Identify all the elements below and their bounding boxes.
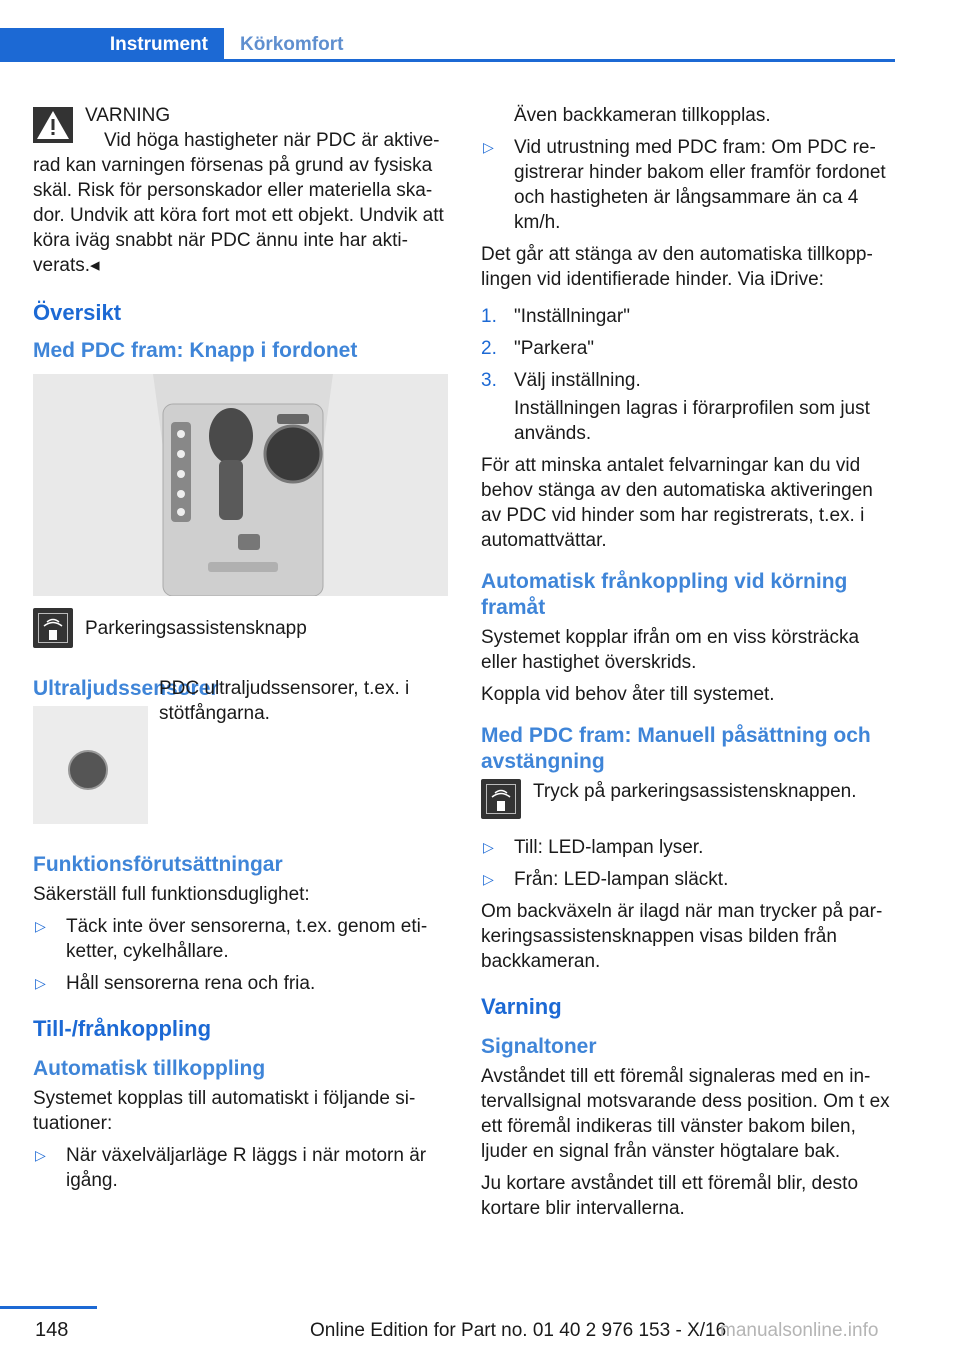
triangle-bullet-icon: ▷	[483, 839, 494, 855]
felvarning-text: För att minska antalet felvarningar kan du vid behov stänga av den automatiska aktiveringen av PDC vid hinder som har registrerats, t.ex. i automattvättar.	[481, 455, 873, 551]
step-sub-text: Inställningen lagras i förarprofilen som just används.	[514, 398, 870, 444]
heading-funktion: Funktionsförutsättningar	[33, 853, 283, 876]
step-item	[481, 368, 896, 393]
warning-text	[33, 128, 448, 278]
funktion-intro: Säkerställ full funktionsduglighet:	[33, 884, 310, 905]
heading-oversikt: Översikt	[33, 300, 122, 325]
led-list	[481, 835, 896, 892]
idrive-intro: Det går att stänga av den automatiska tillkopplingen vid identifierade hinder. Via iDrive:	[481, 244, 873, 290]
heading-varning: Varning	[481, 994, 562, 1019]
triangle-bullet-icon: ▷	[483, 139, 494, 155]
signal-text-2: Ju kortare avståndet till ett föremål blir, desto kortare blir intervallerna.	[481, 1173, 859, 1219]
triangle-bullet-icon: ▷	[483, 871, 494, 887]
list-item-text: När växelväljarläge R läggs i när motorn är igång.	[66, 1145, 427, 1191]
warning-body: Vid höga hastigheter när PDC är aktiverad kan varningen försenas på grund av fysiska skäl. Risk för personskador eller materiella skador. Undvik att köra fort mot ett objekt. Undvik att köra iväg snabbt när PDC ännu inte har aktiverats.◂	[33, 130, 444, 276]
list-item	[33, 1143, 448, 1193]
step-text: Välj inställning.	[514, 370, 641, 391]
center-console-illustration	[33, 374, 448, 596]
signal-text-1: Avståndet till ett föremål signaleras med en intervallsignal motsvarande dess position. Om t ex ett föremål indikeras till vänster bakom bilen, ljuder en signal från vänster högtalare bak.	[481, 1066, 890, 1162]
fram-text-2: Koppla vid behov åter till systemet.	[481, 684, 775, 705]
console-photo	[33, 374, 448, 596]
step-item	[481, 304, 896, 329]
warning-triangle-icon	[33, 107, 73, 143]
list-item	[481, 135, 896, 235]
sensor-dot	[68, 750, 108, 790]
warning-title: VARNING	[85, 105, 171, 126]
header-rule	[0, 59, 895, 62]
step-number: 3.	[481, 370, 497, 391]
sensor-row	[33, 678, 448, 824]
right-column	[481, 103, 896, 1228]
sensor-text: PDC ultraljudssensorer, t.ex. i stötfångarna.	[159, 678, 410, 724]
footer-rule	[0, 1306, 97, 1309]
heading-knapp: Med PDC fram: Knapp i fordonet	[33, 339, 358, 362]
button-caption: Parkeringsassistensknapp	[85, 617, 307, 639]
heading-auto-fran: Automatisk frånkoppling vid körning framåt	[481, 570, 848, 619]
list-item	[33, 971, 448, 996]
list-item-text: Till: LED-lampan lyser.	[514, 837, 704, 858]
left-column	[33, 103, 448, 1200]
list-item-text: Från: LED-lampan släckt.	[514, 869, 729, 890]
step-item	[481, 336, 896, 361]
list-item	[481, 867, 896, 892]
continued-line: Även backkameran tillkopplas.	[514, 105, 771, 126]
auto-intro: Systemet kopplas till automatiskt i följande situationer:	[33, 1088, 416, 1134]
heading-ultraljud: Ultraljudssensorer	[33, 677, 219, 700]
warning-block	[33, 103, 448, 278]
page-number: 148	[35, 1319, 69, 1341]
step-number: 1.	[481, 306, 497, 327]
funktion-list	[33, 914, 448, 996]
heading-manuell: Med PDC fram: Manuell påsättning och avstängning	[481, 724, 871, 773]
list-item	[481, 835, 896, 860]
triangle-bullet-icon: ▷	[35, 1147, 46, 1163]
manuell-text: Tryck på parkeringsassistensknappen.	[533, 781, 857, 802]
step-number: 2.	[481, 338, 497, 359]
backvaxel-text: Om backväxeln är ilagd när man trycker på parkeringsassistensknappen visas bilden från backkameran.	[481, 901, 883, 972]
list-item-text: Vid utrustning med PDC fram: Om PDC registrerar hinder bakom eller framför fordonet och hastigheten är långsammare än ca 4 km/h.	[514, 137, 886, 233]
parking-assist-button-icon	[481, 779, 521, 819]
parking-assist-button-icon	[33, 608, 73, 648]
sensor-image	[33, 706, 148, 824]
tab-korkomfort[interactable]: Körkomfort	[240, 34, 344, 55]
heading-auto-till: Automatisk tillkoppling	[33, 1057, 266, 1080]
list-item-text: Håll sensorerna rena och fria.	[66, 973, 316, 994]
tab-instrument[interactable]: Instrument	[0, 28, 224, 62]
watermark: manualsonline.info	[720, 1320, 879, 1341]
heading-signaltoner: Signaltoner	[481, 1035, 597, 1058]
auto-list	[33, 1143, 448, 1193]
edition-line: Online Edition for Part no. 01 40 2 976 153 - X/16	[310, 1320, 727, 1341]
triangle-bullet-icon: ▷	[35, 975, 46, 991]
fram-text-1: Systemet kopplar ifrån om en viss körsträcka eller hastighet överskrids.	[481, 627, 860, 673]
heading-till-fran: Till-/frånkoppling	[33, 1016, 212, 1041]
idrive-steps	[481, 304, 896, 393]
step-text: "Inställningar"	[514, 306, 630, 327]
step-text: "Parkera"	[514, 338, 595, 359]
list-item-text: Täck inte över sensorerna, t.ex. genom etiketter, cykelhållare.	[66, 916, 428, 962]
manuell-row	[481, 779, 896, 819]
header-tabs	[0, 28, 895, 62]
list-item	[33, 914, 448, 964]
continued-list	[481, 135, 896, 235]
triangle-bullet-icon: ▷	[35, 918, 46, 934]
button-caption-row	[33, 608, 448, 648]
